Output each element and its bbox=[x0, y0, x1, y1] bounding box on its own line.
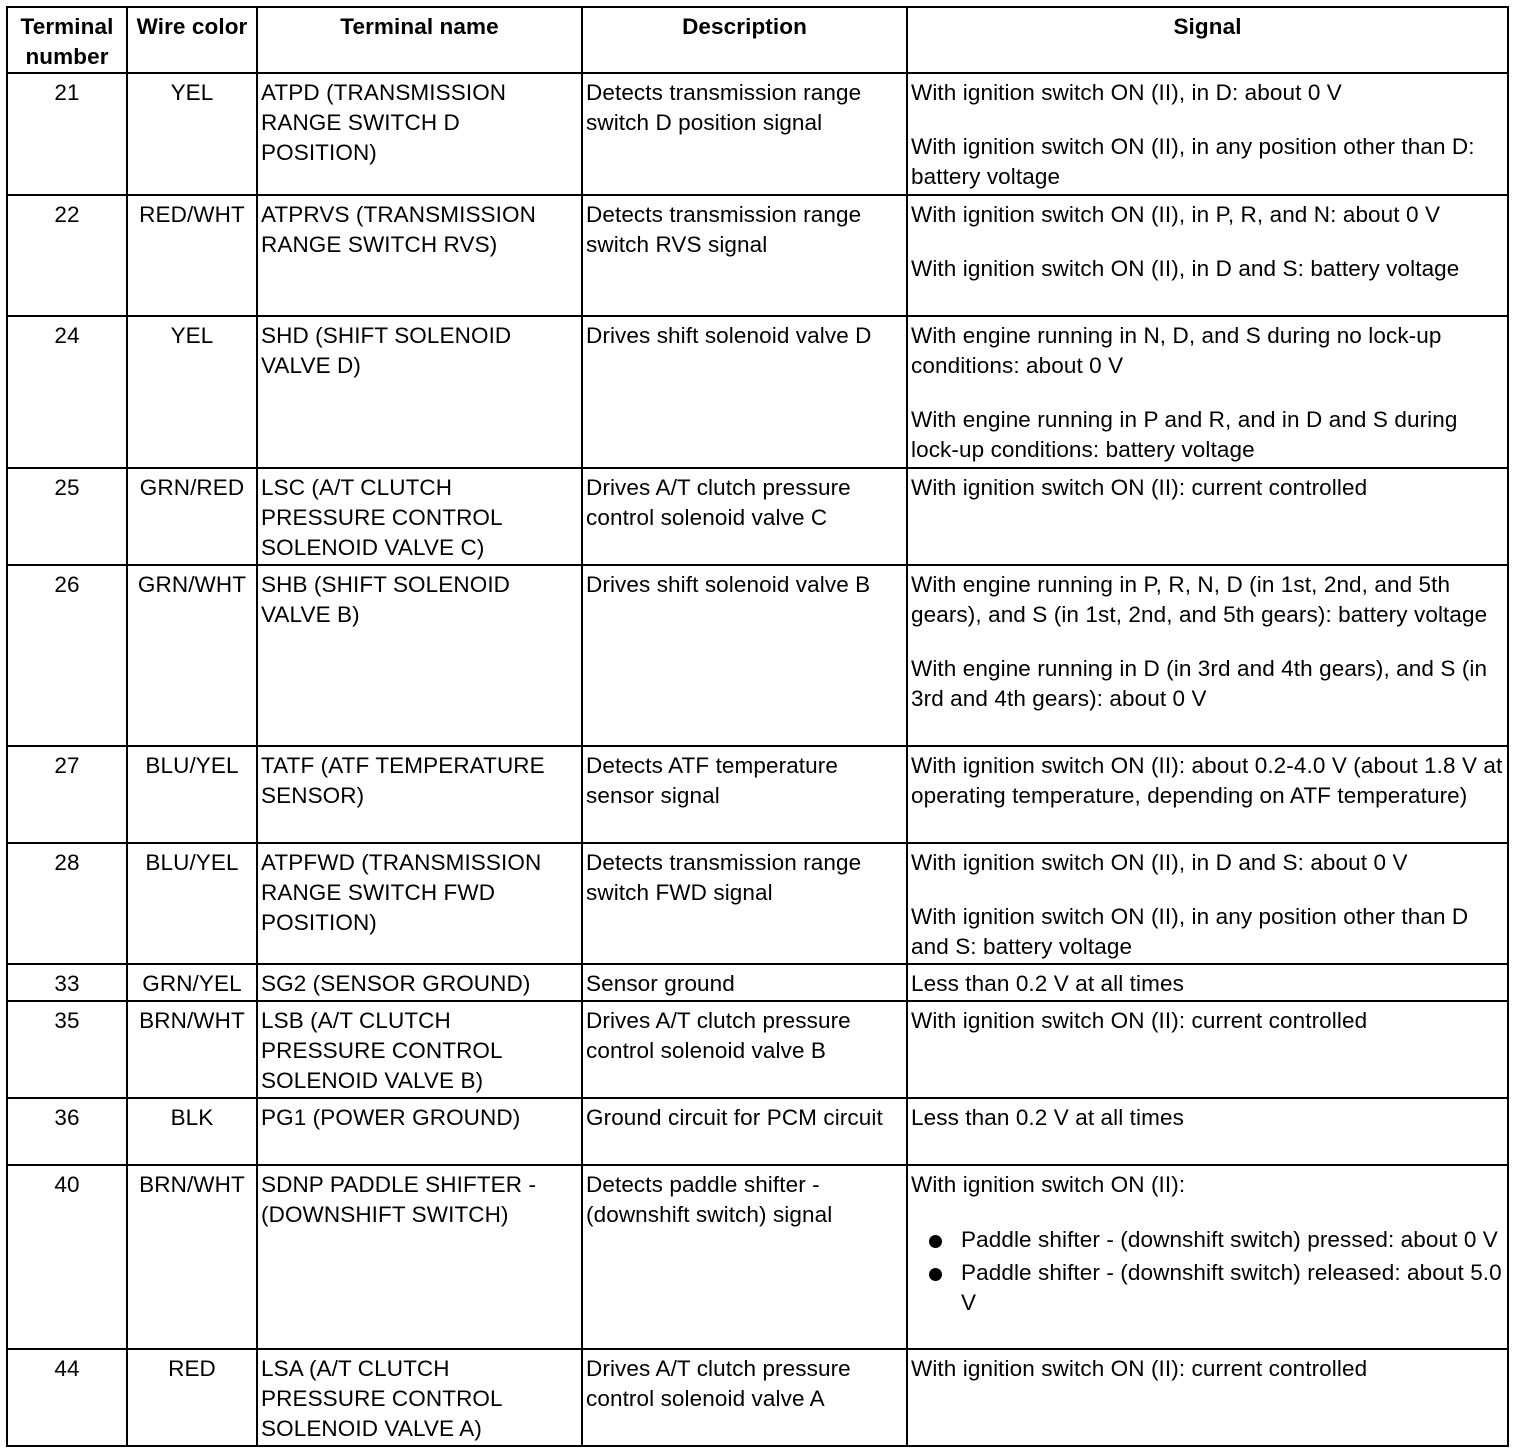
description-cell: Sensor ground bbox=[582, 964, 907, 1001]
wire-color-cell: GRN/RED bbox=[127, 468, 257, 565]
terminal-name-cell: SHD (SHIFT SOLENOID VALVE D) bbox=[257, 316, 582, 468]
signal-text: With engine running in P and R, and in D and S during lock-up conditions: battery voltage bbox=[911, 407, 1458, 462]
signal-cell bbox=[907, 1098, 1508, 1165]
description-cell: Detects transmission range switch RVS signal bbox=[582, 195, 907, 316]
wire-color-cell: RED bbox=[127, 1349, 257, 1446]
signal-text: With ignition switch ON (II): current controlled bbox=[911, 1356, 1368, 1381]
table-row bbox=[7, 1001, 1508, 1098]
wire-color-cell: BLK bbox=[127, 1098, 257, 1165]
wire-color-cell: BLU/YEL bbox=[127, 746, 257, 843]
table-row bbox=[7, 195, 1508, 316]
description-cell: Detects transmission range switch FWD signal bbox=[582, 843, 907, 964]
signal-text: With ignition switch ON (II), in any position other than D and S: battery voltage bbox=[911, 904, 1469, 959]
table-header bbox=[7, 7, 1508, 73]
wire-color-cell: BRN/WHT bbox=[127, 1165, 257, 1349]
description-cell: Detects ATF temperature sensor signal bbox=[582, 746, 907, 843]
header-terminal-number: Terminal number bbox=[7, 7, 127, 73]
wire-color-cell: RED/WHT bbox=[127, 195, 257, 316]
signal-cell bbox=[907, 964, 1508, 1001]
table-row bbox=[7, 1098, 1508, 1165]
signal-text: Less than 0.2 V at all times bbox=[911, 971, 1184, 996]
description-cell: Drives A/T clutch pressure control solenoid valve A bbox=[582, 1349, 907, 1446]
signal-text: With ignition switch ON (II), in P, R, and N: about 0 V bbox=[911, 202, 1441, 227]
description-cell: Drives shift solenoid valve B bbox=[582, 565, 907, 746]
terminal-name-cell: TATF (ATF TEMPERATURE SENSOR) bbox=[257, 746, 582, 843]
signal-bullet-item: Paddle shifter - (downshift switch) pressed: about 0 V bbox=[911, 1225, 1504, 1255]
description-cell: Drives A/T clutch pressure control solenoid valve C bbox=[582, 468, 907, 565]
terminal-number-cell: 22 bbox=[7, 195, 127, 316]
table-row bbox=[7, 565, 1508, 746]
terminal-number-cell: 35 bbox=[7, 1001, 127, 1098]
terminal-table bbox=[6, 6, 1509, 1447]
signal-cell bbox=[907, 565, 1508, 746]
wire-color-cell: BRN/WHT bbox=[127, 1001, 257, 1098]
table-row bbox=[7, 746, 1508, 843]
signal-bullet-list bbox=[911, 1225, 1504, 1318]
wire-color-cell: GRN/YEL bbox=[127, 964, 257, 1001]
signal-cell bbox=[907, 1001, 1508, 1098]
terminal-name-cell: ATPD (TRANSMISSION RANGE SWITCH D POSITION) bbox=[257, 73, 582, 195]
signal-text: With engine running in D (in 3rd and 4th gears), and S (in 3rd and 4th gears): about 0 V bbox=[911, 656, 1488, 711]
signal-cell bbox=[907, 73, 1508, 195]
header-signal: Signal bbox=[907, 7, 1508, 73]
signal-text: With engine running in P, R, N, D (in 1st, 2nd, and 5th gears), and S (in 1st, 2nd, and 5th gears): battery voltage bbox=[911, 572, 1488, 627]
terminal-name-cell: SHB (SHIFT SOLENOID VALVE B) bbox=[257, 565, 582, 746]
terminal-name-cell: SG2 (SENSOR GROUND) bbox=[257, 964, 582, 1001]
signal-text: With ignition switch ON (II), in D: about 0 V bbox=[911, 80, 1342, 105]
terminal-number-cell: 26 bbox=[7, 565, 127, 746]
signal-text: With ignition switch ON (II): current controlled bbox=[911, 475, 1368, 500]
wire-color-cell: BLU/YEL bbox=[127, 843, 257, 964]
signal-text: With ignition switch ON (II): bbox=[911, 1172, 1186, 1197]
signal-cell bbox=[907, 468, 1508, 565]
terminal-number-cell: 36 bbox=[7, 1098, 127, 1165]
table-row bbox=[7, 73, 1508, 195]
terminal-name-cell: ATPFWD (TRANSMISSION RANGE SWITCH FWD POSITION) bbox=[257, 843, 582, 964]
terminal-number-cell: 44 bbox=[7, 1349, 127, 1446]
signal-cell bbox=[907, 1165, 1508, 1349]
terminal-number-cell: 24 bbox=[7, 316, 127, 468]
description-cell: Drives A/T clutch pressure control solenoid valve B bbox=[582, 1001, 907, 1098]
terminal-number-cell: 25 bbox=[7, 468, 127, 565]
terminal-table-container bbox=[6, 6, 1509, 1447]
wire-color-cell: YEL bbox=[127, 73, 257, 195]
signal-text: Less than 0.2 V at all times bbox=[911, 1105, 1184, 1130]
terminal-number-cell: 27 bbox=[7, 746, 127, 843]
signal-cell bbox=[907, 843, 1508, 964]
table-row bbox=[7, 316, 1508, 468]
terminal-name-cell: LSB (A/T CLUTCH PRESSURE CONTROL SOLENOID VALVE B) bbox=[257, 1001, 582, 1098]
terminal-number-cell: 28 bbox=[7, 843, 127, 964]
signal-cell bbox=[907, 195, 1508, 316]
terminal-number-cell: 21 bbox=[7, 73, 127, 195]
signal-cell bbox=[907, 316, 1508, 468]
signal-text: With ignition switch ON (II), in D and S: about 0 V bbox=[911, 850, 1408, 875]
description-cell: Ground circuit for PCM circuit bbox=[582, 1098, 907, 1165]
table-row bbox=[7, 843, 1508, 964]
terminal-name-cell: LSC (A/T CLUTCH PRESSURE CONTROL SOLENOID VALVE C) bbox=[257, 468, 582, 565]
table-row bbox=[7, 1165, 1508, 1349]
terminal-number-cell: 40 bbox=[7, 1165, 127, 1349]
signal-bullet-item: Paddle shifter - (downshift switch) released: about 5.0 V bbox=[911, 1258, 1504, 1318]
table-body bbox=[7, 73, 1508, 1446]
signal-text: With ignition switch ON (II), in any position other than D: battery voltage bbox=[911, 134, 1475, 189]
terminal-name-cell: LSA (A/T CLUTCH PRESSURE CONTROL SOLENOID VALVE A) bbox=[257, 1349, 582, 1446]
header-description: Description bbox=[582, 7, 907, 73]
description-cell: Drives shift solenoid valve D bbox=[582, 316, 907, 468]
signal-text: With ignition switch ON (II): current controlled bbox=[911, 1008, 1368, 1033]
signal-text: With engine running in N, D, and S during no lock-up conditions: about 0 V bbox=[911, 323, 1442, 378]
terminal-name-cell: PG1 (POWER GROUND) bbox=[257, 1098, 582, 1165]
terminal-name-cell: ATPRVS (TRANSMISSION RANGE SWITCH RVS) bbox=[257, 195, 582, 316]
header-wire-color: Wire color bbox=[127, 7, 257, 73]
table-row bbox=[7, 964, 1508, 1001]
header-row bbox=[7, 7, 1508, 73]
terminal-name-cell: SDNP PADDLE SHIFTER - (DOWNSHIFT SWITCH) bbox=[257, 1165, 582, 1349]
description-cell: Detects paddle shifter - (downshift switch) signal bbox=[582, 1165, 907, 1349]
signal-cell bbox=[907, 746, 1508, 843]
signal-text: With ignition switch ON (II), in D and S: battery voltage bbox=[911, 256, 1460, 281]
table-row bbox=[7, 468, 1508, 565]
description-cell: Detects transmission range switch D position signal bbox=[582, 73, 907, 195]
wire-color-cell: GRN/WHT bbox=[127, 565, 257, 746]
signal-cell bbox=[907, 1349, 1508, 1446]
header-terminal-name: Terminal name bbox=[257, 7, 582, 73]
wire-color-cell: YEL bbox=[127, 316, 257, 468]
terminal-number-cell: 33 bbox=[7, 964, 127, 1001]
table-row bbox=[7, 1349, 1508, 1446]
signal-text: With ignition switch ON (II): about 0.2-4.0 V (about 1.8 V at operating temperature, depending on ATF temperature) bbox=[911, 753, 1503, 808]
